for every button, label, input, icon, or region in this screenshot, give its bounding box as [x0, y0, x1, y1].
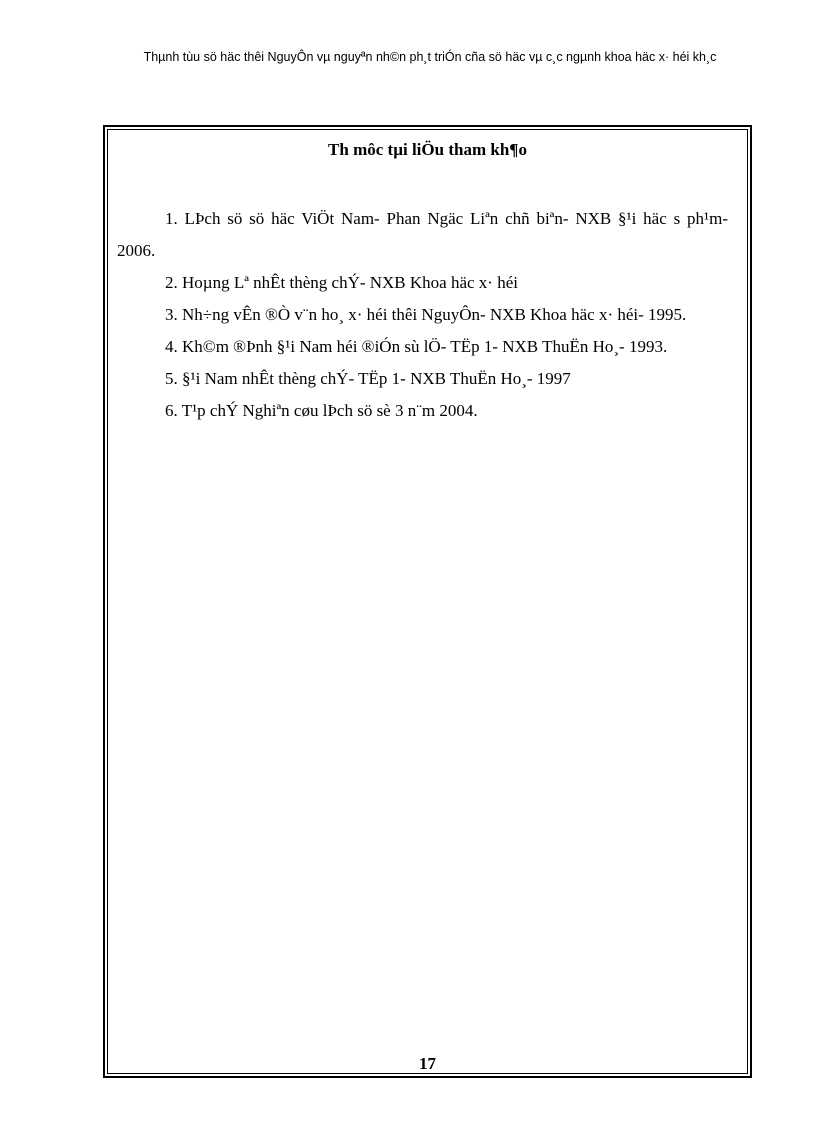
reference-item: 5. §¹i Nam nhÊt thèng chÝ- TËp 1- NXB ThuËn Ho¸- 1997 — [165, 369, 571, 388]
running-header: Thµnh tùu sö häc thêi NguyÔn vµ nguyªn nh©n ph¸t triÓn cña sö häc vµ c¸c ngµnh khoa häc x· héi kh¸c — [143, 50, 717, 64]
reference-list — [117, 203, 728, 427]
reference-item: 3. Nh÷ng vÊn ®Ò v¨n ho¸ x· héi thêi NguyÔn- NXB Khoa häc x· héi- 1995. — [165, 305, 687, 324]
reference-item: 2. Hoµng Lª nhÊt thèng chÝ- NXB Khoa häc x· héi — [165, 273, 518, 292]
reference-item: 1. LÞch sö sö häc ViÖt Nam- Phan Ngäc Liªn chñ biªn- NXB §¹i häc s ph¹m- 2006. — [117, 209, 728, 260]
reference-item: 4. Kh©m ®Þnh §¹i Nam héi ®iÓn sù lÖ- TËp 1- NXB ThuËn Ho¸- 1993. — [165, 337, 668, 356]
page-number: 17 — [419, 1054, 436, 1073]
reference-item: 6. T¹p chÝ Nghiªn cøu lÞch sö sè 3 n¨m 2004. — [165, 401, 478, 420]
bibliography-title: Th môc tµi liÖu tham kh¶o — [328, 140, 527, 159]
